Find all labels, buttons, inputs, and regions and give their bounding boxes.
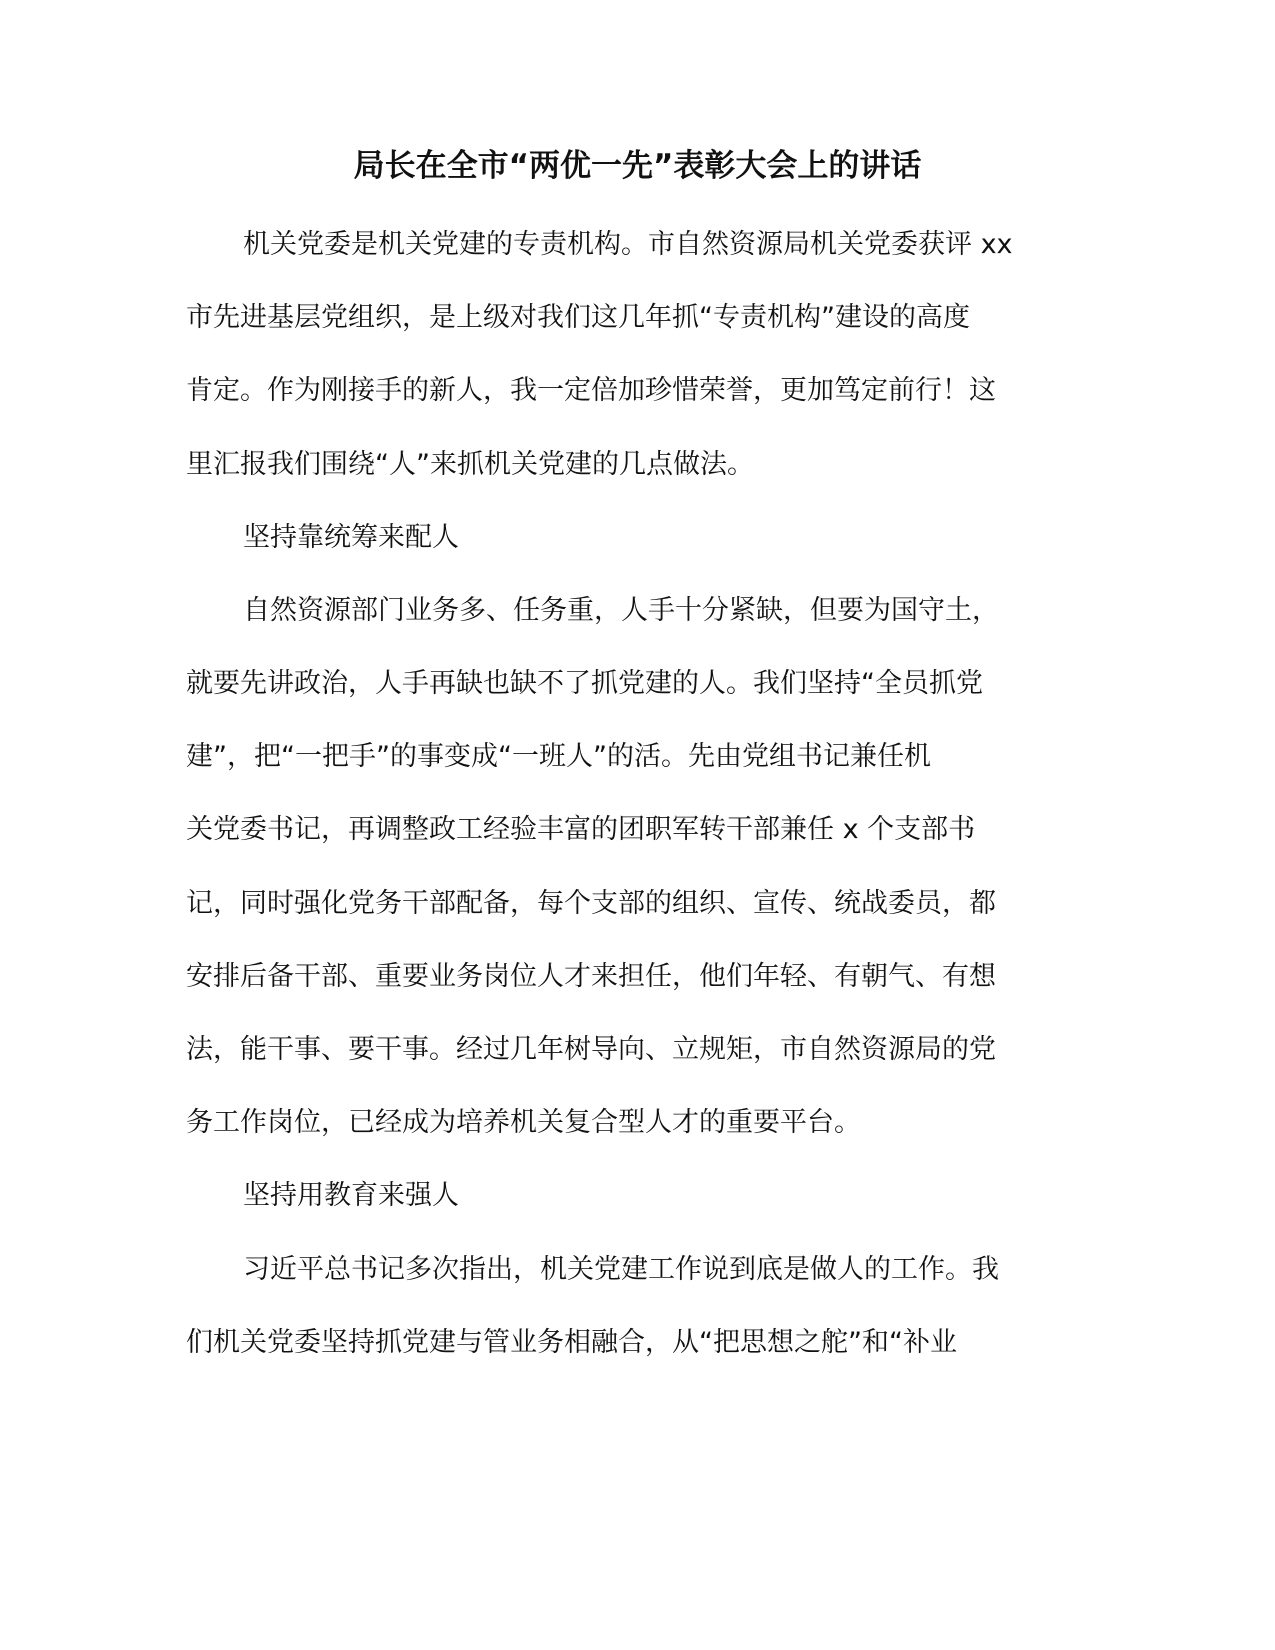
paragraph-2-line-4: 关党委书记，再调整政工经验丰富的团职军转干部兼任 x 个支部书 [186,814,976,845]
document-title: 局长在全市“两优一先”表彰大会上的讲话 [353,148,922,184]
paragraph-2-line-5: 记，同时强化党务干部配备，每个支部的组织、宣传、统战委员，都 [186,888,996,919]
section-heading-2: 坚持用教育来强人 [243,1180,459,1211]
paragraph-3-line-1: 习近平总书记多次指出，机关党建工作说到底是做人的工作。我 [243,1254,999,1285]
paragraph-1-line-2: 市先进基层党组织，是上级对我们这几年抓“专责机构”建设的高度 [186,302,970,333]
section-heading-1: 坚持靠统筹来配人 [243,522,459,553]
paragraph-2-line-2: 就要先讲政治，人手再缺也缺不了抓党建的人。我们坚持“全员抓党 [186,668,983,699]
paragraph-3-line-2: 们机关党委坚持抓党建与管业务相融合，从“把思想之舵”和“补业 [186,1327,957,1358]
paragraph-2-line-8: 务工作岗位，已经成为培养机关复合型人才的重要平台。 [186,1107,861,1138]
paragraph-1-line-3: 肯定。作为刚接手的新人，我一定倍加珍惜荣誉，更加笃定前行！这 [186,375,996,406]
paragraph-1-line-4: 里汇报我们围绕“人”来抓机关党建的几点做法。 [186,449,754,480]
paragraph-2-line-6: 安排后备干部、重要业务岗位人才来担任，他们年轻、有朝气、有想 [186,961,996,992]
paragraph-1-line-1: 机关党委是机关党建的专责机构。市自然资源局机关党委获评 xx [243,229,1013,260]
paragraph-2-line-1: 自然资源部门业务多、任务重，人手十分紧缺，但要为国守土， [243,595,999,626]
paragraph-2-line-7: 法，能干事、要干事。经过几年树导向、立规矩，市自然资源局的党 [186,1034,996,1065]
paragraph-2-line-3: 建”，把“一把手”的事变成“一班人”的活。先由党组书记兼任机 [186,741,931,772]
